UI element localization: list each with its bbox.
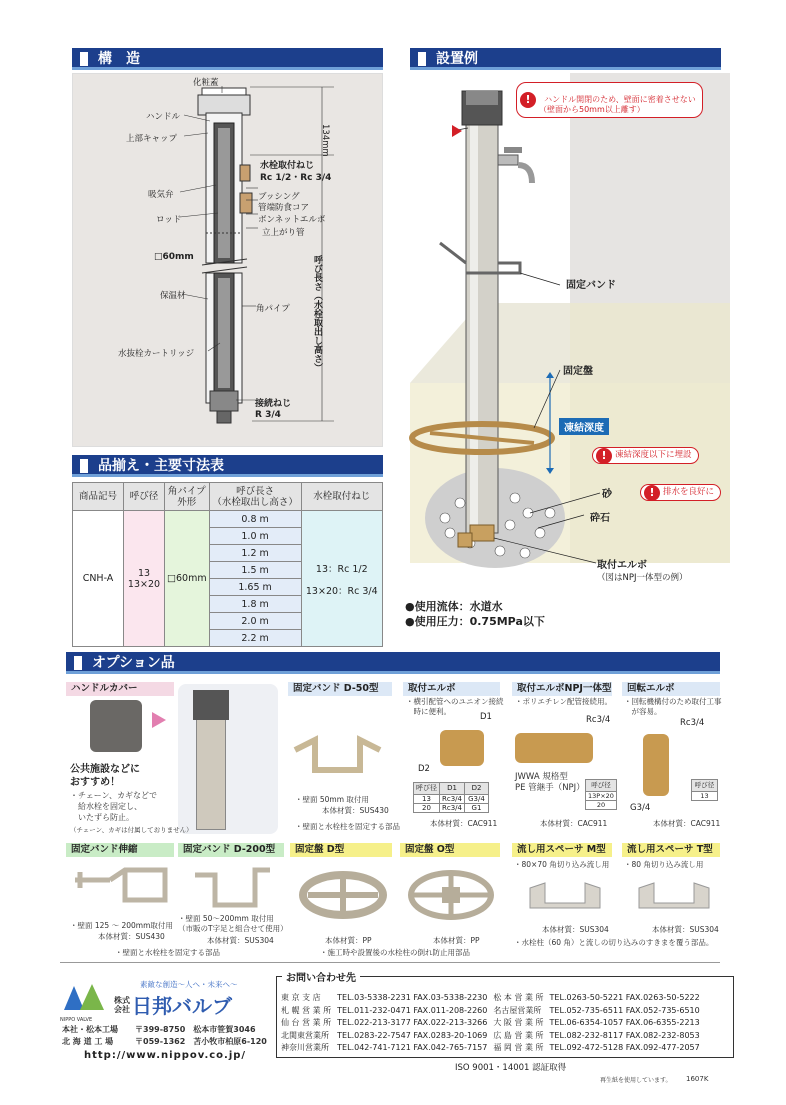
cell-length: 1.5 m (209, 562, 301, 579)
elbow-npj-std: JWWA 規格型 PE 管継手（NPJ） (515, 772, 585, 793)
footer-hk-addr: 〒059-1362 苫小牧市柏原6-120 (135, 1037, 267, 1046)
label-vent: 吸気弁 (148, 190, 174, 200)
elbow-npj-desc: ・ポリエチレン配管接続用。 (515, 697, 613, 706)
nippo-logo-icon (60, 980, 108, 1016)
contact-title: お問い合わせ先 (282, 969, 360, 984)
arrow-right-icon (152, 712, 166, 728)
contact-table (278, 992, 703, 1055)
elbow-npj-rc: Rc3/4 (586, 715, 611, 725)
label-square-pipe: 角パイプ (256, 304, 290, 314)
warning-frost (592, 447, 699, 464)
option-elbow-title: 取付エルボ (403, 682, 500, 696)
option-band-d200-title: 固定バンド D-200型 (178, 843, 284, 857)
office-tel: TEL.082-232-8117 FAX.082-232-8053 (549, 1030, 700, 1040)
band-d50-note: ・壁面と水栓柱を固定する部品 (295, 822, 400, 831)
warning-icon: ! (520, 92, 536, 108)
install-header: 設置例 (410, 48, 721, 70)
footer-code: 1607K (686, 1075, 709, 1083)
footer-iso: ISO 9001・14001 認証取得 (455, 1063, 567, 1073)
warning-wall (516, 82, 703, 118)
elbow-table (413, 782, 489, 813)
warning-icon: ! (596, 448, 612, 464)
footer-tagline: 素敵な創造〜人へ・未来へ〜 (140, 980, 238, 989)
band-note: ・壁面と水栓柱を固定する部品 (115, 948, 220, 957)
office-tel: TEL.06-6354-1057 FAX.06-6355-2213 (549, 1018, 700, 1027)
elbow-desc: ・横引配管へのユニオン接続 時に便利。 (406, 697, 504, 716)
office-name: 福 岡 営 業 所 (493, 1043, 544, 1052)
header-length: 呼び長さ （水栓取出し高さ） (209, 483, 301, 511)
label-upper-cap: 上部キャップ (126, 134, 178, 144)
spacer-note: ・水栓柱（60 角）と流しの切り込みのすきまを覆う部品。 (514, 938, 714, 947)
elbow-npj-td: 13P×20 (586, 792, 617, 801)
office-tel: TEL.03-5338-2231 FAX.03-5338-2230 (337, 993, 488, 1002)
office-tel: TEL.042-741-7121 FAX.042-765-7157 (337, 1043, 488, 1052)
elbow-material: 本体材質：CAC911 (430, 819, 498, 828)
option-handle-cover-title: ハンドルカバー (66, 682, 174, 696)
option-elbow-npj-title: 取付エルボNPJ一体型 (512, 682, 612, 696)
elbow-td: 13 (414, 795, 440, 804)
warning-icon: ! (644, 485, 660, 501)
office-name: 名古屋営業所 (493, 1005, 542, 1015)
label-cap: 化粧蓋 (193, 78, 219, 88)
label-anticorrosion: 管端防食コア (258, 203, 310, 213)
cell-length: 1.65 m (209, 579, 301, 596)
cell-length: 2.0 m (209, 613, 301, 630)
plate-d-material: 本体材質：PP (325, 936, 372, 945)
warning-drain-text: 排水を良好に (663, 487, 715, 497)
elbow-npj-material: 本体材質：CAC911 (540, 819, 608, 828)
office-tel: TEL.052-735-6511 FAX.052-735-6510 (549, 1005, 700, 1015)
option-spacer-t-title: 流し用スペーサ T型 (622, 843, 720, 857)
handle-cover-image (90, 700, 142, 752)
label-fluid: ●使用流体：水道水 (405, 600, 503, 613)
spacer-m-material: 本体材質：SUS304 (542, 925, 609, 934)
warning-drain (640, 484, 721, 501)
office-tel: TEL.0283-22-7547 FAX.0283-20-1069 (337, 1030, 488, 1040)
cell-code: CNH-A (73, 511, 124, 647)
footer-hq-addr: 〒399-8750 松本市笹賀3046 (135, 1025, 256, 1034)
label-rc: Rc 1/2・Rc 3/4 (260, 173, 332, 183)
label-insulation: 保温材 (160, 291, 186, 301)
office-tel: TEL.011-232-0471 FAX.011-208-2260 (337, 1005, 488, 1015)
office-name: 松 本 営 業 所 (493, 993, 544, 1002)
spacer-t-image (634, 878, 714, 918)
elbow-npj-td: 20 (586, 801, 617, 810)
label-gravel: 砕石 (590, 513, 610, 524)
office-name: 北関東営業所 (281, 1030, 329, 1040)
elbow-rot-th: 呼び径 (692, 780, 718, 792)
plate-o-material: 本体材質：PP (433, 936, 480, 945)
footer-brand-small: NIPPO VALVE (60, 1017, 93, 1023)
elbow-td: Rc3/4 (440, 795, 465, 804)
label-sand: 砂 (602, 489, 612, 500)
cell-thread-2: 13×20：Rc 3/4 (305, 585, 378, 597)
office-name: 仙 台 営 業 所 (281, 1018, 332, 1027)
band-ext-desc: ・壁面 125 〜 200mm取付用 (70, 921, 173, 930)
label-handle: ハンドル (146, 112, 181, 122)
cell-length: 2.2 m (209, 630, 301, 647)
elbow-th: D1 (440, 783, 465, 795)
cell-thread (301, 511, 382, 647)
label-conn-thread: 接続ねじ (255, 399, 292, 409)
header-thread: 水栓取付ねじ (301, 483, 382, 511)
cell-length: 1.2 m (209, 545, 301, 562)
label-bushing: ブッシング (258, 192, 300, 202)
handle-cover-cap (193, 690, 229, 720)
label-riser: 立上がり管 (262, 228, 305, 238)
label-band: 固定バンド (566, 280, 616, 291)
option-elbow-rot-title: 回転エルボ (622, 682, 720, 696)
footer-company: 日邦バルブ (132, 994, 232, 1018)
spacer-t-material: 本体材質：SUS304 (652, 925, 719, 934)
option-plate-d-title: 固定盤 D型 (290, 843, 392, 857)
handle-cover-desc: ・チェーン、カギなどで 給水栓を固定し、 いたずら防止。 (70, 791, 157, 822)
plate-d-image (298, 865, 388, 925)
office-name: 広 島 営 業 所 (493, 1030, 544, 1040)
label-bonnet: ボンネットエルボ (258, 215, 326, 225)
band-ext-material: 本体材質：SUS430 (98, 932, 165, 941)
band-d200-image (190, 860, 275, 915)
label-plate: 固定盤 (563, 366, 593, 377)
office-name: 東 京 支 店 (281, 993, 321, 1002)
office-name: 神奈川営業所 (281, 1043, 329, 1052)
elbow-rot-table (691, 779, 718, 801)
elbow-th: D2 (464, 783, 488, 795)
elbow-rot-g: G3/4 (630, 803, 651, 813)
warning-wall-text: ハンドル開閉のため、壁面に密着させない （壁面から50mm以上離す） (539, 95, 696, 114)
option-plate-o-title: 固定盤 O型 (400, 843, 500, 857)
footer-url[interactable]: http://www.nippov.co.jp/ (84, 1050, 247, 1061)
option-band-d50-title: 固定バンド D-50型 (288, 682, 392, 696)
cell-thread-1: 13：Rc 1/2 (315, 563, 368, 575)
elbow-npj-table (585, 779, 617, 810)
spec-table (72, 482, 383, 647)
band-ext-image (70, 860, 175, 910)
office-tel: TEL.022-213-3177 FAX.022-213-3266 (337, 1018, 488, 1027)
office-tel: TEL.0263-50-5221 FAX.0263-50-5222 (549, 993, 700, 1002)
install-drawing (400, 73, 730, 593)
label-r34: R 3/4 (255, 410, 281, 420)
header-code: 商品記号 (73, 483, 124, 511)
elbow-npj-th: 呼び径 (586, 780, 617, 792)
spacer-m-desc: ・80×70 角切り込み流し用 (514, 860, 610, 869)
structure-header: 構 造 (72, 48, 383, 70)
elbow-npj-image (515, 733, 593, 763)
option-spacer-m-title: 流し用スペーサ M型 (512, 843, 612, 857)
label-rod: ロッド (156, 215, 182, 225)
footer-company-prefix: 株式 会社 (114, 996, 130, 1014)
elbow-th: 呼び径 (414, 783, 440, 795)
elbow-rot-rc: Rc3/4 (680, 718, 705, 728)
cell-dia-1: 13 (137, 567, 151, 579)
office-name: 大 阪 営 業 所 (493, 1018, 544, 1027)
label-pressure: ●使用圧力：0.75MPa以下 (405, 615, 545, 628)
label-cartridge: 水抜栓カートリッジ (118, 349, 195, 359)
spacer-t-desc: ・80 角切り込み流し用 (624, 860, 704, 869)
elbow-rot-desc: ・回転機構付のため取付工事 が容易。 (624, 697, 722, 716)
label-faucet-thread: 水栓取付ねじ (260, 161, 315, 171)
cell-length: 0.8 m (209, 511, 301, 528)
elbow-td: G3/4 (464, 795, 488, 804)
cell-length: 1.0 m (209, 528, 301, 545)
handle-cover-catch: 公共施設などに おすすめ！ (70, 764, 140, 788)
label-elbow: 取付エルボ (597, 560, 647, 571)
office-tel: TEL.092-472-5128 FAX.092-477-2057 (549, 1043, 700, 1052)
header-dia: 呼び径 (124, 483, 165, 511)
label-frost: 凍結深度 (559, 418, 609, 435)
footer-divider (60, 962, 720, 963)
band-d200-material: 本体材質：SUS304 (207, 936, 274, 945)
options-header: オプション品 (66, 652, 720, 674)
cell-dia (124, 511, 165, 647)
office-name: 札 幌 営 業 所 (281, 1005, 332, 1015)
plate-note: ・施工時や設置後の水栓柱の倒れ防止用部品 (320, 948, 470, 957)
option-band-ext-title: 固定バンド伸縮 (66, 843, 174, 857)
elbow-rot-image (643, 734, 669, 796)
band-d50-image (290, 720, 385, 790)
elbow-image (440, 730, 484, 766)
elbow-td: 20 (414, 804, 440, 813)
label-nominal-length: 呼び長さ（水栓取出し高さ） (312, 255, 322, 372)
spacer-m-image (525, 878, 605, 918)
elbow-rot-material: 本体材質：CAC911 (653, 819, 721, 828)
label-dim134: 134mm (320, 124, 330, 157)
band-d200-desc: ・壁面 50〜200mm 取付用 （市販のT字足と組合せて使用） (178, 914, 288, 933)
band-d50-material: 本体材質：SUS430 (322, 806, 389, 815)
footer-recycle: 再生紙を使用しています。 (600, 1077, 672, 1084)
label-size60: □60mm (154, 252, 194, 262)
plate-o-image (406, 865, 496, 925)
structure-drawing (72, 73, 383, 447)
band-d50-desc: ・壁面 50mm 取付用 (295, 795, 369, 804)
elbow-rot-td: 13 (692, 792, 718, 801)
elbow-d1: D1 (480, 712, 492, 722)
cell-dia-2: 13×20 (127, 578, 161, 590)
elbow-d2: D2 (418, 764, 430, 774)
footer-hq: 本社・松本工場 (62, 1025, 118, 1034)
label-elbow-note: （図はNPJ一体型の例） (597, 573, 688, 583)
cell-length: 1.8 m (209, 596, 301, 613)
lineup-header: 品揃え・主要寸法表 (72, 455, 383, 477)
elbow-td: Rc3/4 (440, 804, 465, 813)
handle-cover-note: （チェーン、カギは付属しておりません） (70, 826, 193, 834)
cell-outer: □60mm (165, 511, 210, 647)
warning-frost-text: 凍結深度以下に埋設 (615, 450, 692, 460)
header-outer: 角パイプ 外形 (165, 483, 210, 511)
elbow-td: G1 (464, 804, 488, 813)
footer-hk: 北 海 道 工 場 (62, 1037, 114, 1046)
